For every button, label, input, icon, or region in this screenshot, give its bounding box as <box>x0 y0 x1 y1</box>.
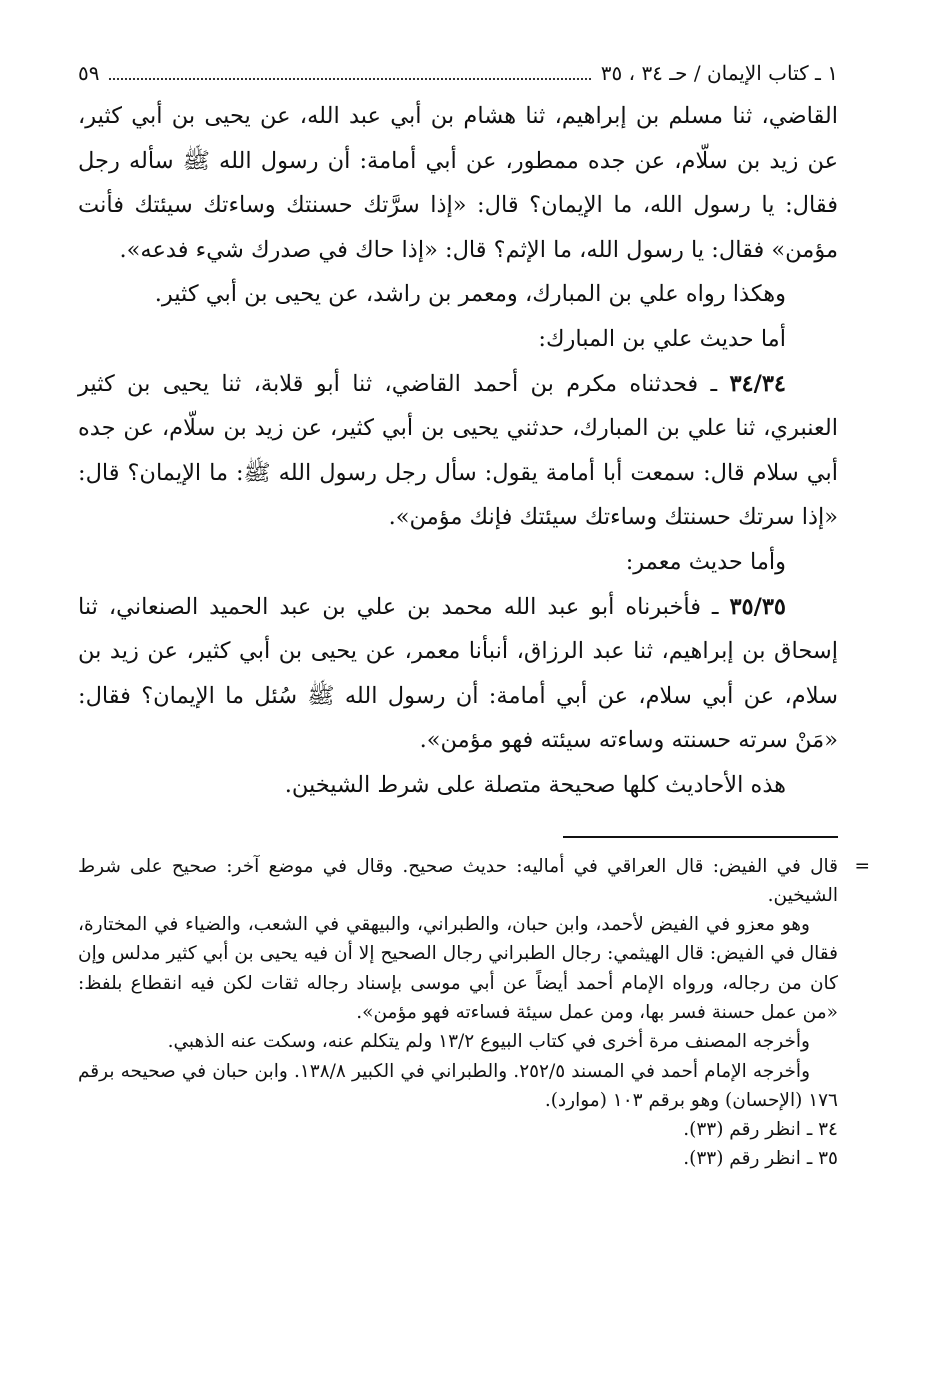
paragraph-section-ali: أما حديث علي بن المبارك: <box>538 325 786 352</box>
main-text <box>78 94 838 808</box>
footnote-35: ٣٥ ـ انظر رقم (٣٣). <box>683 1148 838 1170</box>
hadith-34-text: ـ فحدثناه مكرم بن أحمد القاضي، ثنا أبو قلابة، ثنا يحيى بن كثير العنبري، ثنا علي بن المبارك، حدثني يحيى بن أبي كثير، عن زيد بن سلّام، عن جده أبي سلام قال: سمعت أبا أمامة يقول: سأل رجل رسول الله ﷺ: ما الإيمان؟ قال: «إذا سرتك حسنتك وساءتك سيئتك فإنك مؤمن». <box>78 370 838 531</box>
paragraph-hadith-35 <box>78 585 838 763</box>
paragraph-hadith-34 <box>78 362 838 540</box>
running-head <box>78 58 838 88</box>
dotted-leader <box>109 77 590 80</box>
paragraph-narration-note: وهكذا رواه علي بن المبارك، ومعمر بن راشد، عن يحيى بن أبي كثير. <box>154 281 786 308</box>
page-number: ٥٩ <box>78 61 100 85</box>
footnote-continued <box>78 852 870 911</box>
footnote-1-text: قال في الفيض: قال العراقي في أماليه: حديث صحيح. وقال في موضع آخر: صحيح على شرط الشيخين. <box>78 855 838 906</box>
footnote-separator <box>563 836 838 838</box>
book-page <box>78 58 870 1174</box>
chapter-title: ١ ـ كتاب الإيمان / حـ ٣٤ ، ٣٥ <box>600 61 838 85</box>
hadith-number-35: ٣٥/٣٥ <box>729 593 786 620</box>
paragraph-section-mamar: وأما حديث معمر: <box>625 548 786 575</box>
hadith-35-text: ـ فأخبرناه أبو عبد الله محمد بن علي بن عبد الحميد الصنعاني، ثنا إسحاق بن إبراهيم، ثنا عبد الرزاق، أنبأنا معمر، عن يحيى بن أبي كثير، عن زيد بن سلام، عن أبي سلام، عن أبي أمامة: أن رسول الله ﷺ سُئل ما الإيمان؟ فقال: «مَنْ سرته حسنته وساءته سيئته فهو مؤمن». <box>78 593 838 754</box>
continuation-marker: = <box>854 855 870 877</box>
paragraph-hadith-33-continued: القاضي، ثنا مسلم بن إبراهيم، ثنا هشام بن أبي عبد الله، عن يحيى بن أبي كثير، عن زيد بن سلّام، عن جده ممطور، عن أبي أمامة: أن رسول الله ﷺ سأله رجل فقال: يا رسول الله، ما الإيمان؟ قال: «إذا سرَّتك حسنتك وساءتك سيئتك فأنت مؤمن» فقال: يا رسول الله، ما الإثم؟ قال: «إذا حاك في صدرك شيء فدعه». <box>78 103 838 263</box>
footnote-4: وأخرجه الإمام أحمد في المسند ٢٥٢/٥. والطبراني في الكبير ١٣٨/٨. وابن حبان في صحيحه برقم ١٧٦ (الإحسان) وهو برقم ١٠٣ (موارد). <box>78 1060 838 1111</box>
footnotes <box>78 852 870 1174</box>
footnote-34: ٣٤ ـ انظر رقم (٣٣). <box>683 1119 838 1141</box>
footnote-3: وأخرجه المصنف مرة أخرى في كتاب البيوع ١٣/٢ ولم يتكلم عنه، وسكت عنه الذهبي. <box>167 1031 810 1053</box>
hadith-number-34: ٣٤/٣٤ <box>729 370 786 397</box>
footnote-2: وهو معزو في الفيض لأحمد، وابن حبان، والطبراني، والبيهقي في الشعب، والضياء في المختارة، فقال في الفيض: قال الهيثمي: رجال الطبراني رجال الصحيح إلا أن فيه يحيى بن أبي كثير مدلس وإن كان من رجاله، ورواه الإمام أحمد أيضاً عن أبي موسى بإسناد رجاله ثقات لكن فيه انقطاع بلفظ: «من عمل حسنة فسر بها، ومن عمل سيئة فساءته فهو مؤمن». <box>78 914 838 1023</box>
paragraph-conclusion: هذه الأحاديث كلها صحيحة متصلة على شرط الشيخين. <box>284 771 786 798</box>
